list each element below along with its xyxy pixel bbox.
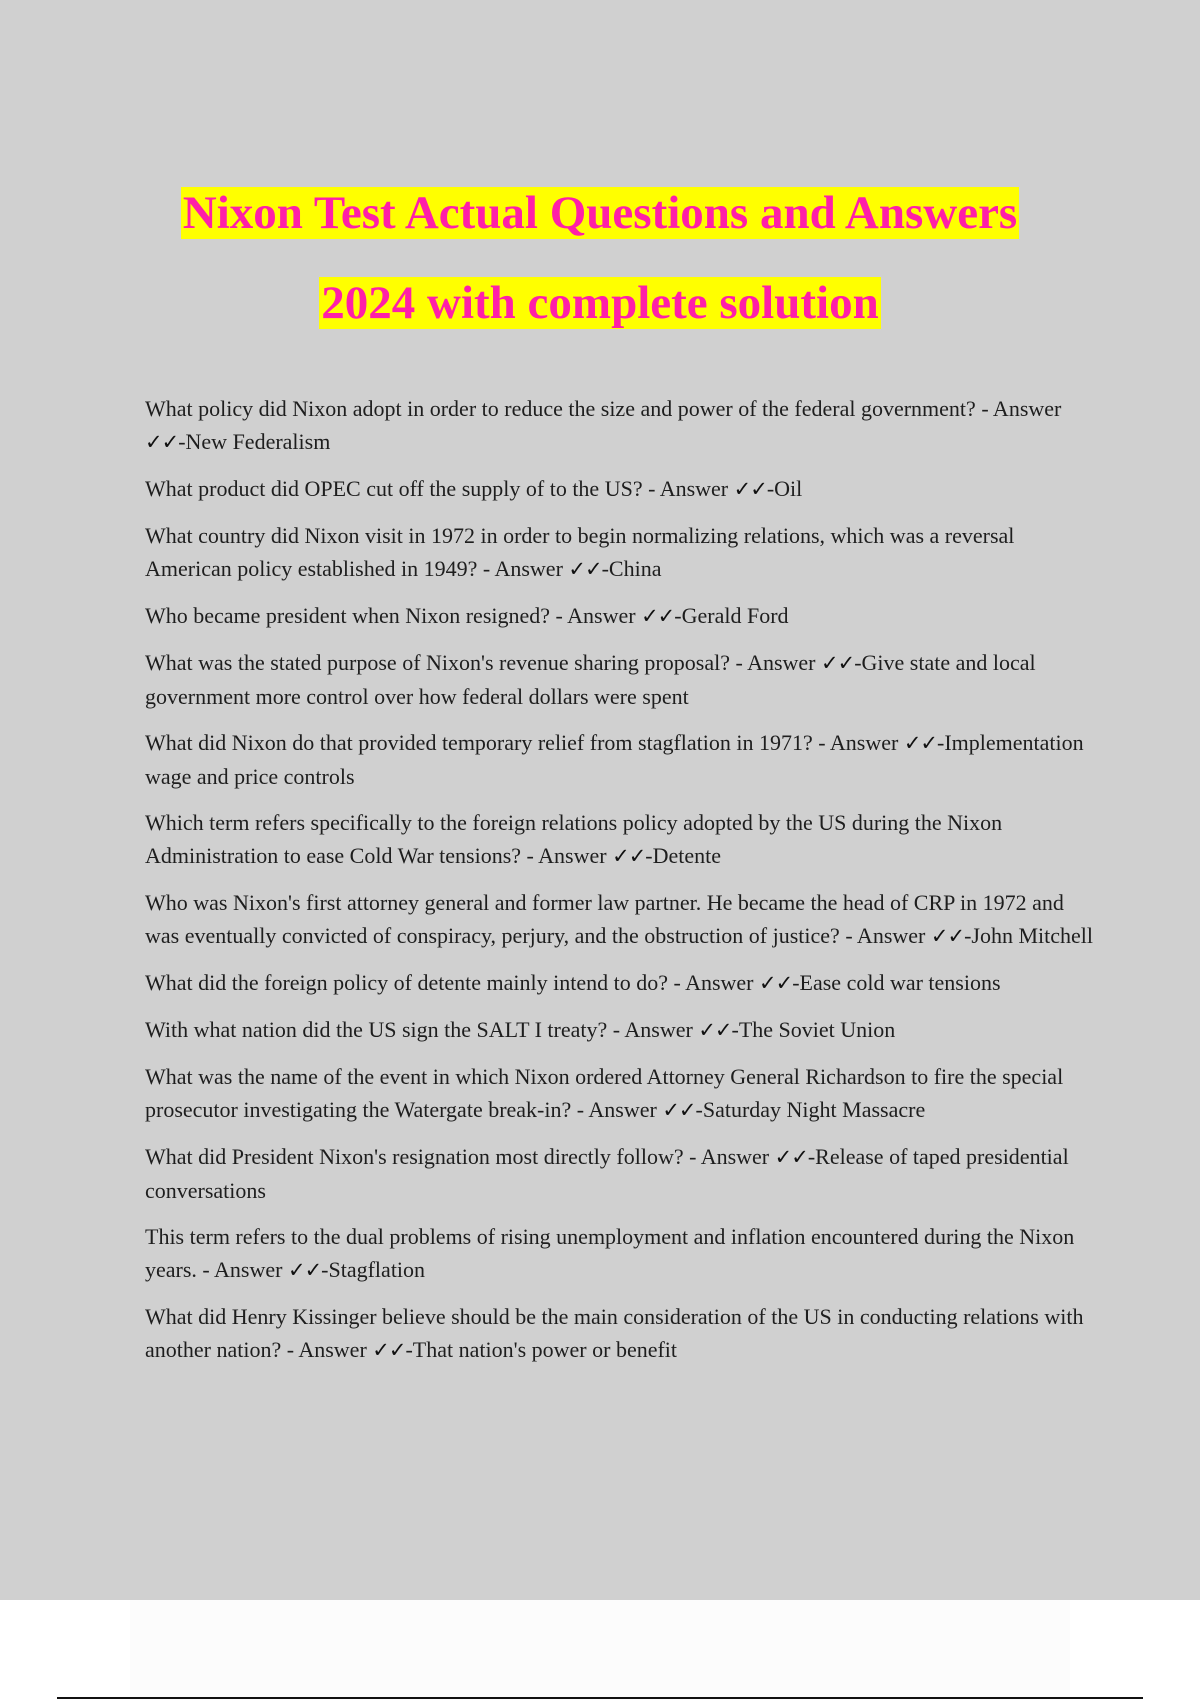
answer-label: - Answer	[981, 396, 1062, 421]
qa-item	[145, 599, 1095, 633]
double-check-icon: ✓✓	[774, 1145, 808, 1169]
qa-item	[145, 646, 1095, 713]
double-check-icon: ✓✓	[733, 477, 767, 501]
answer-label: - Answer	[673, 970, 754, 995]
question-text: Who became president when Nixon resigned?	[145, 603, 551, 628]
answer-text: -Saturday Night Massacre	[695, 1097, 926, 1122]
question-text: What did President Nixon's resignation most directly follow?	[145, 1144, 684, 1169]
question-text: What was the stated purpose of Nixon's revenue sharing proposal?	[145, 650, 730, 675]
double-check-icon: ✓✓	[662, 1098, 696, 1122]
answer-label: - Answer	[735, 650, 816, 675]
page-footer-area	[0, 1600, 1200, 1700]
answer-label: - Answer	[202, 1257, 283, 1282]
answer-label: - Answer	[576, 1097, 657, 1122]
answer-label: - Answer	[818, 730, 899, 755]
answer-label: - Answer	[286, 1337, 367, 1362]
qa-item	[145, 726, 1095, 793]
qa-item	[145, 1220, 1095, 1287]
question-text: What did Nixon do that provided temporary relief from stagflation in 1971?	[145, 730, 813, 755]
answer-text: -Gerald Ford	[674, 603, 789, 628]
qa-item	[145, 806, 1095, 873]
answer-label: - Answer	[612, 1017, 693, 1042]
answer-text: -Oil	[766, 476, 803, 501]
double-check-icon: ✓✓	[698, 1018, 732, 1042]
qa-item	[145, 472, 1095, 506]
answer-text: -Stagflation	[321, 1257, 426, 1282]
answer-text: -Give state and local government more control over how federal dollars were spent	[145, 650, 1036, 709]
double-check-icon: ✓✓	[821, 651, 855, 675]
answer-text: -John Mitchell	[964, 923, 1093, 948]
qa-item	[145, 392, 1095, 459]
answer-text: -Ease cold war tensions	[792, 970, 1001, 995]
footer-panel	[130, 1600, 1070, 1700]
question-text: What did Henry Kissinger believe should be the main consideration of the US in conducting relations with another nation?	[145, 1304, 1084, 1362]
answer-label: - Answer	[689, 1144, 770, 1169]
answer-text: -Detente	[645, 843, 722, 868]
qa-item	[145, 886, 1095, 953]
question-text: Who was Nixon's first attorney general and former law partner. He became the head of CRP in 1972 and was eventually convicted of conspiracy, perjury, and the obstruction of justice?	[145, 890, 1064, 948]
qa-item	[145, 966, 1095, 1000]
double-check-icon: ✓✓	[903, 731, 938, 755]
qa-item	[145, 1300, 1095, 1367]
answer-label: - Answer	[845, 923, 926, 948]
answer-label: - Answer	[648, 476, 729, 501]
answer-text: -China	[601, 556, 662, 581]
question-text: What country did Nixon visit in 1972 in order to begin normalizing relations, which was a reversal American policy established in 1949?	[145, 523, 1015, 581]
answer-text: -The Soviet Union	[731, 1017, 896, 1042]
qa-item	[145, 1140, 1095, 1207]
title-line-1: Nixon Test Actual Questions and Answers	[182, 187, 1018, 239]
question-answer-list	[145, 392, 1095, 1380]
answer-text: -New Federalism	[178, 429, 331, 454]
double-check-icon: ✓✓	[641, 604, 675, 628]
question-text: With what nation did the US sign the SALT I treaty?	[145, 1017, 608, 1042]
double-check-icon: ✓✓	[372, 1338, 406, 1362]
double-check-icon: ✓✓	[287, 1258, 322, 1282]
document-title	[0, 168, 1200, 348]
answer-text: -Implementation wage and price controls	[145, 730, 1084, 789]
double-check-icon: ✓✓	[145, 430, 179, 454]
double-check-icon: ✓✓	[759, 971, 793, 995]
answer-text: -Release of taped presidential conversations	[145, 1144, 1069, 1203]
question-text: What was the name of the event in which Nixon ordered Attorney General Richardson to fire the special prosecutor investigating the Watergate break-in?	[145, 1064, 1064, 1122]
question-text: What did the foreign policy of detente mainly intend to do?	[145, 970, 668, 995]
double-check-icon: ✓✓	[930, 924, 965, 948]
answer-text: -That nation's power or benefit	[405, 1337, 678, 1362]
answer-label: - Answer	[526, 843, 607, 868]
qa-item	[145, 519, 1095, 586]
question-text: This term refers to the dual problems of rising unemployment and inflation encountered during the Nixon years.	[145, 1224, 1075, 1282]
question-text: Which term refers specifically to the foreign relations policy adopted by the US during the Nixon Administration to ease Cold War tensions?	[145, 810, 1003, 868]
answer-label: - Answer	[555, 603, 636, 628]
footer-divider	[57, 1697, 1143, 1699]
double-check-icon: ✓✓	[612, 844, 646, 868]
title-line-2: 2024 with complete solution	[321, 277, 879, 329]
double-check-icon: ✓✓	[568, 557, 602, 581]
question-text: What policy did Nixon adopt in order to reduce the size and power of the federal government?	[145, 396, 976, 421]
qa-item	[145, 1013, 1095, 1047]
question-text: What product did OPEC cut off the supply of to the US?	[145, 476, 643, 501]
answer-label: - Answer	[482, 556, 563, 581]
qa-item	[145, 1060, 1095, 1127]
